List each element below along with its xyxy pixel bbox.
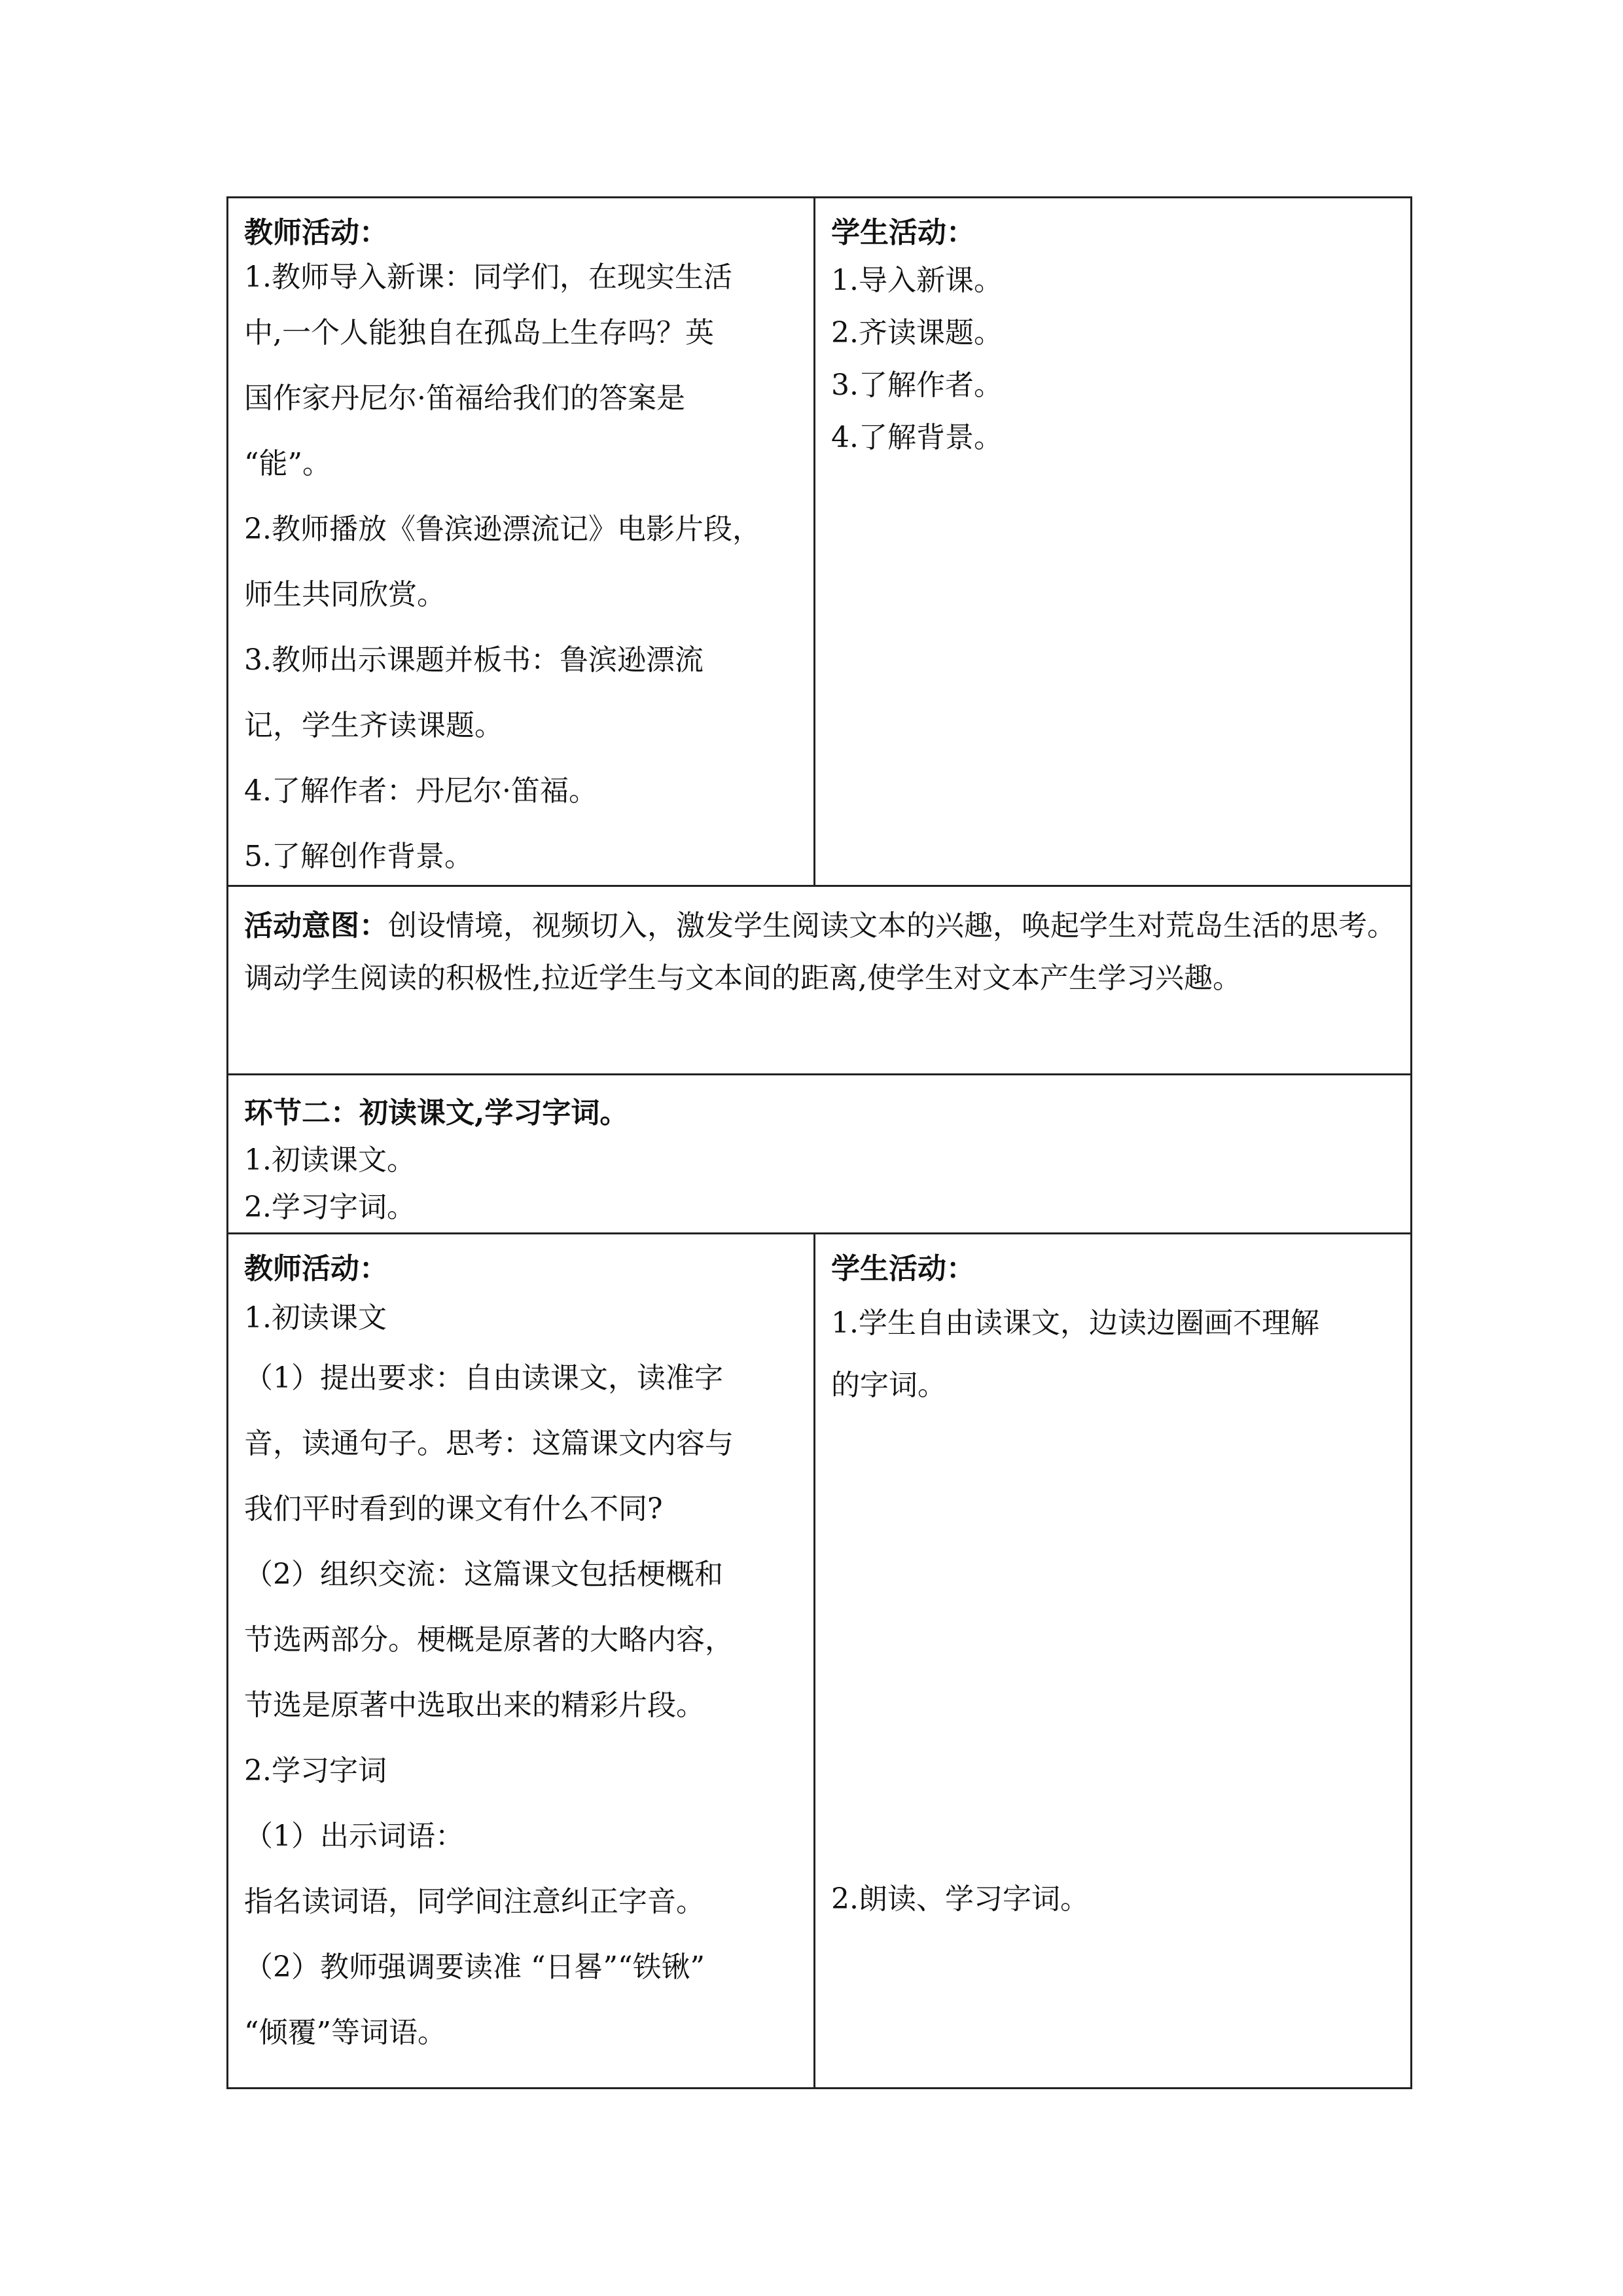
teacher-line: “能”。 [244, 447, 331, 480]
teacher-activity-header: 教师活动： [244, 1252, 388, 1285]
activity-intent-row [228, 887, 1410, 1075]
student-activity-cell [815, 1234, 1410, 2087]
teacher-line: 3.教师出示课题并板书：鲁滨逊漂流 [244, 643, 704, 677]
stage-two-title: 环节二：初读课文,学习字词。 [244, 1096, 629, 1130]
teacher-line: （2）组织交流：这篇课文包括梗概和 [244, 1558, 723, 1591]
activity-intent-body: 创设情境，视频切入，激发学生阅读文本的兴趣，唤起学生对荒岛生活的思考。调动学生阅读的积极性,拉近学生与文本间的距离,使学生对文本产生学习兴趣。 [244, 909, 1396, 995]
teacher-line: 1.教师导入新课：同学们，在现实生活 [244, 260, 732, 294]
student-line: 2.朗读、学习字词。 [831, 1882, 1089, 1916]
student-line: 1.学生自由读课文，边读边圈画不理解 [831, 1306, 1319, 1340]
teacher-line: 4.了解作者：丹尼尔·笛福。 [244, 774, 597, 808]
teacher-line: 1.初读课文 [244, 1301, 387, 1335]
teacher-activity-cell [228, 1234, 815, 2087]
student-line: 3.了解作者。 [831, 368, 1003, 402]
teacher-line: 记，学生齐读课题。 [244, 709, 503, 742]
teacher-line: 2.教师播放《鲁滨逊漂流记》电影片段， [244, 512, 761, 546]
teacher-line: 2.学习字词 [244, 1754, 387, 1787]
activity-row-1 [228, 198, 1410, 887]
teacher-line: “倾覆”等词语。 [244, 2016, 446, 2049]
teacher-line: 我们平时看到的课文有什么不同? [244, 1492, 663, 1526]
activity-intent-label: 活动意图： [244, 909, 388, 942]
activity-intent-cell [228, 887, 1410, 1073]
activity-intent-text [244, 900, 1399, 1005]
student-activity-cell [815, 198, 1410, 885]
student-line: 4.了解背景。 [831, 421, 1003, 454]
teacher-line: 节选是原著中选取出来的精彩片段。 [244, 1689, 705, 1722]
student-line: 1.导入新课。 [831, 264, 1003, 297]
teacher-line: （2）教师强调要读准 “日晷”“铁锹” [244, 1950, 705, 1984]
activity-row-2 [228, 1234, 1410, 2087]
teacher-line: 中,一个人能独自在孤岛上生存吗？英 [244, 316, 714, 350]
stage-two-cell [228, 1075, 1410, 1232]
teacher-line: 5.了解创作背景。 [244, 840, 473, 873]
student-line: 2.齐读课题。 [831, 316, 1003, 350]
stage-two-row [228, 1075, 1410, 1234]
stage-two-item: 1.初读课文。 [244, 1143, 416, 1177]
lesson-plan-table [226, 196, 1412, 2089]
teacher-line: 师生共同欣赏。 [244, 578, 446, 611]
teacher-line: 指名读词语，同学间注意纠正字音。 [244, 1885, 705, 1918]
teacher-activity-cell [228, 198, 815, 885]
student-activity-header: 学生活动： [831, 216, 975, 249]
teacher-activity-header: 教师活动： [244, 216, 388, 249]
student-activity-header: 学生活动： [831, 1252, 975, 1285]
teacher-line: （1）提出要求：自由读课文，读准字 [244, 1361, 723, 1395]
teacher-line: 节选两部分。梗概是原著的大略内容， [244, 1623, 734, 1657]
teacher-line: 国作家丹尼尔·笛福给我们的答案是 [244, 382, 685, 415]
teacher-line: （1）出示词语： [244, 1820, 464, 1853]
stage-two-item: 2.学习字词。 [244, 1191, 416, 1224]
teacher-line: 音，读通句子。思考：这篇课文内容与 [244, 1427, 734, 1460]
student-line: 的字词。 [831, 1369, 946, 1402]
